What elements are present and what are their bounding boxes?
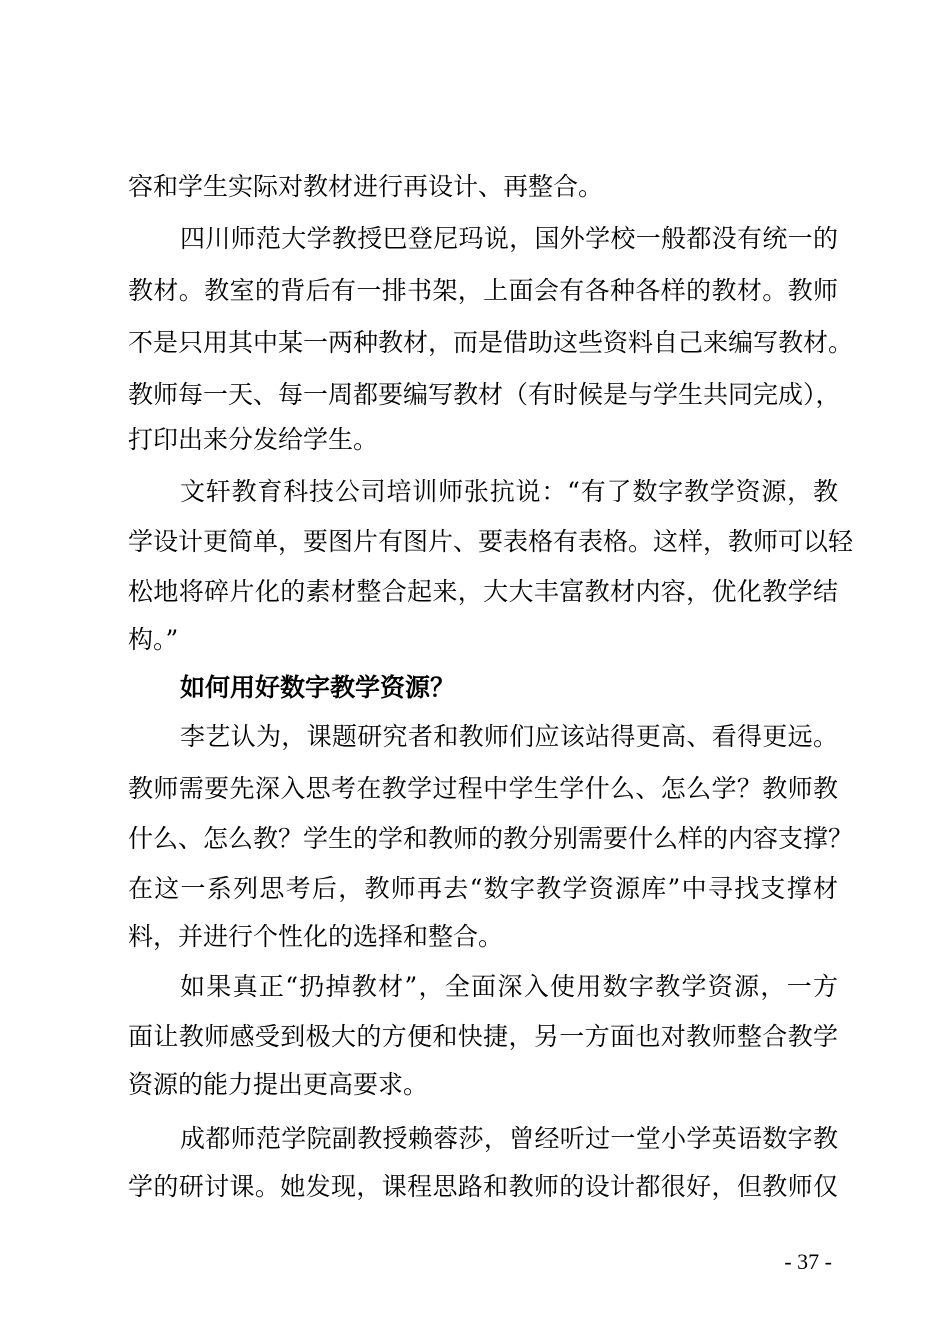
paragraph-3-line-2: 学设计更简单，要图片有图片、要表格有表格。这样，教师可以轻 <box>128 527 854 556</box>
paragraph-3-line-3: 松地将碎片化的素材整合起来，大大丰富教材内容，优化教学结 <box>128 577 838 606</box>
paragraph-4-line-1: 李艺认为，课题研究者和教师们应该站得更高、看得更远。 <box>180 722 838 751</box>
paragraph-5-line-1: 如果真正“扔掉教材”，全面深入使用数字教学资源，一方 <box>180 972 838 1001</box>
paragraph-2-line-1: 四川师范大学教授巴登尼玛说，国外学校一般都没有统一的 <box>180 224 838 253</box>
paragraph-6-line-2: 学的研讨课。她发现，课程思路和教师的设计都很好，但教师仅 <box>128 1172 838 1201</box>
paragraph-4-line-4: 在这一系列思考后，教师再去“数字教学资源库”中寻找支撑材 <box>128 874 838 903</box>
paragraph-6-line-1: 成都师范学院副教授赖蓉莎，曾经听过一堂小学英语数字教 <box>180 1124 838 1153</box>
paragraph-4-line-3: 什么、怎么教？学生的学和教师的教分别需要什么样的内容支撑？ <box>128 824 854 853</box>
paragraph-4-line-5: 料，并进行个性化的选择和整合。 <box>128 922 504 951</box>
paragraph-4-line-2: 教师需要先深入思考在教学过程中学生学什么、怎么学？教师教 <box>128 774 838 803</box>
paragraph-5-line-3: 资源的能力提出更高要求。 <box>128 1070 429 1099</box>
section-heading: 如何用好数字教学资源？ <box>180 673 456 702</box>
paragraph-2-line-4: 教师每一天、每一周都要编写教材（有时候是与学生共同完成）， <box>128 380 841 409</box>
paragraph-5-line-2: 面让教师感受到极大的方便和快捷，另一方面也对教师整合教学 <box>128 1022 838 1051</box>
paragraph-2-line-2: 教材。教室的背后有一排书架，上面会有各种各样的教材。教师 <box>128 276 838 305</box>
paragraph-1-line-1: 容和学生实际对教材进行再设计、再整合。 <box>128 172 604 201</box>
page-number: - 37 - <box>784 1249 832 1274</box>
paragraph-2-line-3: 不是只用其中某一两种教材，而是借助这些资料自己来编写教材。 <box>128 328 854 357</box>
paragraph-2-line-5: 打印出来分发给学生。 <box>128 425 379 454</box>
paragraph-3-line-4: 构。” <box>128 625 179 654</box>
paragraph-3-line-1: 文轩教育科技公司培训师张抗说：“有了数字教学资源，教 <box>180 477 838 506</box>
